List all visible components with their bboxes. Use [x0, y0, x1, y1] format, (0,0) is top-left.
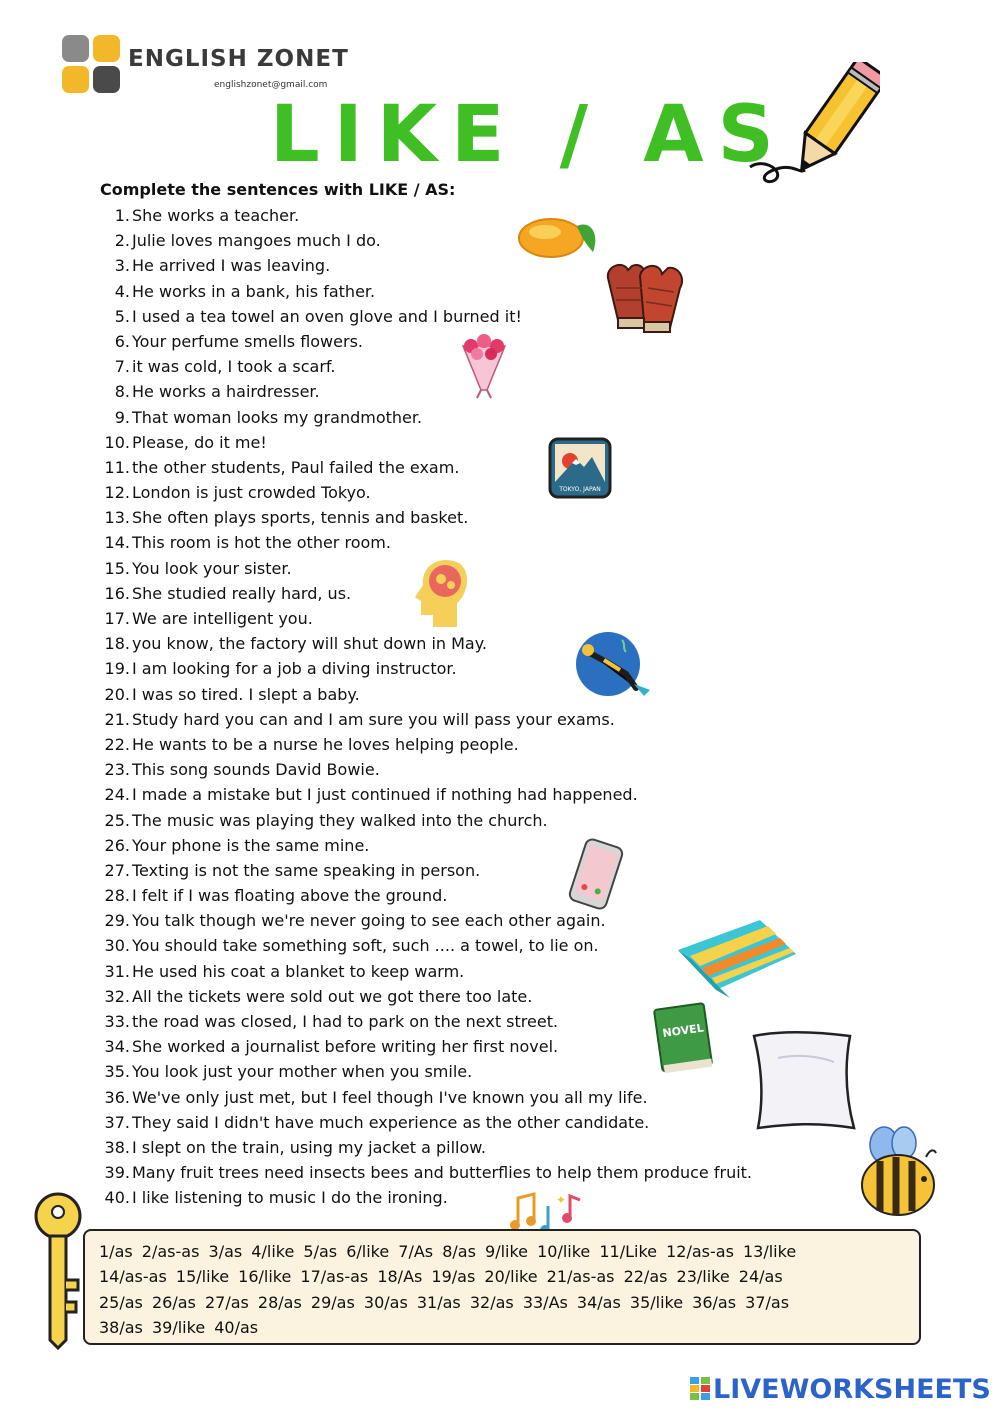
item-number: 4.	[114, 281, 130, 301]
list-item	[96, 808, 856, 833]
item-text: the other students, Paul failed the exam.	[132, 457, 460, 477]
logo-square	[93, 35, 120, 62]
list-item	[96, 631, 856, 656]
item-number: 8.	[114, 382, 130, 402]
item-text: This room is hot the other room.	[132, 533, 391, 553]
item-number: 29.	[104, 911, 130, 931]
footer-brand: LIVEWORKSHEETS	[713, 1374, 991, 1405]
tokyo-sticker-icon	[548, 437, 612, 499]
list-item	[96, 581, 856, 606]
novel-book-icon	[650, 1000, 720, 1074]
item-number: 22.	[104, 734, 130, 754]
list-item	[96, 682, 856, 707]
item-text: We've only just met, but I feel though I've known you all my life.	[132, 1087, 648, 1107]
answer-line: 1/as 2/as-as 3/as 4/like 5/as 6/like 7/As 8/as 9/like 10/like 11/Like 12/as-as 13/like	[99, 1242, 797, 1261]
item-text: You look your sister.	[132, 558, 292, 578]
item-number: 28.	[104, 886, 130, 906]
brand-email: englishzonet@gmail.com	[214, 80, 328, 90]
item-text: the road was closed, I had to park on the next street.	[132, 1012, 559, 1031]
item-text: She often plays sports, tennis and basket.	[132, 508, 469, 528]
pillow-icon	[748, 1028, 858, 1134]
item-text: The music was playing they walked into the church.	[132, 810, 548, 830]
item-number: 16.	[104, 583, 130, 603]
item-text: Please, do it me!	[132, 432, 267, 452]
item-text: I felt if I was floating above the ground.	[132, 886, 448, 906]
list-item	[96, 1085, 856, 1110]
item-number: 24.	[104, 785, 130, 805]
item-text: Julie loves mangoes much I do.	[132, 231, 381, 251]
answer-line: 25/as 26/as 27/as 28/as 29/as 30/as 31/as 32/as 33/As 34/as 35/like 36/as 37/as	[99, 1292, 790, 1312]
item-number: 17.	[104, 609, 130, 628]
oven-gloves-icon	[598, 258, 690, 344]
item-number: 25.	[104, 810, 130, 830]
list-item	[96, 430, 856, 455]
item-number: 34.	[104, 1037, 130, 1057]
list-item	[96, 1160, 856, 1185]
item-number: 21.	[104, 709, 130, 729]
answer-line: 38/as 39/like 40/as	[99, 1317, 259, 1337]
item-text: You talk though we're never going to see each other again.	[132, 911, 606, 931]
logo-square	[93, 66, 120, 93]
item-number: 9.	[114, 407, 130, 427]
book-cover-title: NOVEL	[661, 1021, 705, 1041]
list-item	[96, 455, 856, 480]
item-text: I am looking for a job a diving instructor.	[132, 659, 457, 679]
item-number: 10.	[104, 432, 130, 452]
item-number: 31.	[104, 961, 130, 981]
list-item	[96, 757, 856, 782]
item-number: 26.	[104, 835, 130, 855]
list-item	[96, 1034, 856, 1059]
list-item	[96, 203, 856, 228]
item-text: He works a hairdresser.	[132, 382, 320, 402]
item-number: 5.	[114, 306, 130, 326]
mango-icon	[515, 208, 600, 260]
pencil-icon	[745, 62, 880, 187]
item-number: 6.	[114, 331, 130, 351]
instructions: Complete the sentences with LIKE / AS:	[100, 180, 456, 199]
item-number: 19.	[104, 659, 130, 679]
item-number: 30.	[104, 936, 130, 956]
item-text: They said I didn't have much experience as the other candidate.	[132, 1112, 650, 1132]
answer-line: 14/as-as 15/like 16/like 17/as-as 18/As 19/as 20/like 21/as-as 22/as 23/like 24/as	[99, 1267, 783, 1287]
brand-name: ENGLISH ZONET	[128, 46, 349, 72]
item-number: 12.	[104, 483, 130, 503]
item-number: 13.	[104, 508, 130, 528]
item-text: He used his coat a blanket to keep warm.	[132, 961, 465, 981]
logo-square	[62, 66, 89, 93]
item-number: 14.	[104, 533, 130, 553]
logo-square	[62, 35, 89, 62]
item-text: He wants to be a nurse he loves helping people.	[132, 734, 519, 754]
bee-icon	[850, 1125, 942, 1220]
liveworksheets-logo	[690, 1374, 991, 1405]
item-text: Texting is not the same speaking in person.	[132, 860, 481, 880]
list-item	[96, 1110, 856, 1135]
list-item	[96, 782, 856, 807]
flower-bouquet-icon	[455, 332, 513, 400]
item-number: 18.	[104, 634, 130, 654]
item-text: I like listening to music I do the ironing.	[132, 1188, 448, 1208]
item-text: All the tickets were sold out we got there too late.	[132, 986, 533, 1006]
item-text: That woman looks my grandmother.	[132, 407, 423, 427]
list-item	[96, 530, 856, 555]
item-number: 7.	[114, 357, 130, 377]
item-number: 2.	[114, 231, 130, 251]
list-item	[96, 405, 856, 430]
item-number: 36.	[104, 1087, 130, 1107]
item-text: She studied really hard, us.	[132, 583, 352, 603]
item-number: 38.	[104, 1137, 130, 1157]
item-text: You should take something soft, such .... a towel, to lie on.	[132, 936, 599, 956]
brand-logo	[62, 35, 122, 95]
list-item	[96, 304, 856, 329]
item-text: London is just crowded Tokyo.	[132, 483, 371, 503]
item-text: We are intelligent you.	[132, 609, 313, 628]
list-item	[96, 883, 856, 908]
sticker-caption: TOKYO, JAPAN	[559, 486, 601, 493]
item-text: She worked a journalist before writing her first novel.	[132, 1037, 559, 1057]
item-number: 15.	[104, 558, 130, 578]
list-item	[96, 707, 856, 732]
item-text: Study hard you can and I am sure you will pass your exams.	[132, 709, 615, 729]
item-number: 11.	[104, 457, 130, 477]
list-item	[96, 228, 856, 253]
liveworksheets-badge-icon	[690, 1377, 710, 1401]
striped-towel-icon	[672, 914, 800, 998]
list-item	[96, 1009, 856, 1034]
item-number: 35.	[104, 1062, 130, 1082]
svg-text:✦: ✦	[556, 1193, 567, 1207]
list-item	[96, 480, 856, 505]
item-text: I slept on the train, using my jacket a pillow.	[132, 1137, 486, 1157]
list-item	[96, 279, 856, 304]
diver-icon	[574, 630, 656, 698]
item-text: He arrived I was leaving.	[132, 256, 331, 276]
item-text: You look just your mother when you smile.	[132, 1062, 473, 1082]
item-number: 20.	[104, 684, 130, 704]
item-text: She works a teacher.	[132, 206, 300, 225]
item-text: Your phone is the same mine.	[132, 835, 370, 855]
item-number: 1.	[114, 206, 130, 225]
item-text: Many fruit trees need insects bees and butterflies to help them produce fruit.	[132, 1163, 753, 1183]
item-number: 37.	[104, 1112, 130, 1132]
list-item	[96, 1135, 856, 1160]
list-item	[96, 858, 856, 883]
item-number: 33.	[104, 1012, 130, 1031]
list-item	[96, 656, 856, 681]
item-text: He works in a bank, his father.	[132, 281, 376, 301]
list-item	[96, 732, 856, 757]
brain-icon	[413, 553, 471, 628]
item-number: 32.	[104, 986, 130, 1006]
item-text: I was so tired. I slept a baby.	[132, 684, 360, 704]
item-text: This song sounds David Bowie.	[132, 760, 380, 780]
item-number: 23.	[104, 760, 130, 780]
page-title: LIKE / AS	[270, 90, 788, 180]
item-text: Your perfume smells flowers.	[132, 331, 363, 351]
list-item	[96, 606, 856, 631]
item-text: I used a tea towel an oven glove and I burned it!	[132, 306, 522, 326]
item-number: 27.	[104, 860, 130, 880]
item-number: 3.	[114, 256, 130, 276]
list-item	[96, 1059, 856, 1084]
item-number: 40.	[104, 1188, 130, 1208]
item-text: you know, the factory will shut down in May.	[132, 634, 488, 654]
list-item	[96, 833, 856, 858]
item-text: it was cold, I took a scarf.	[132, 357, 336, 377]
list-item	[96, 1185, 856, 1210]
item-number: 39.	[104, 1163, 130, 1183]
list-item	[96, 253, 856, 278]
smartphone-icon	[563, 838, 629, 910]
item-text: I made a mistake but I just continued if nothing had happened.	[132, 785, 638, 805]
answer-key-box	[83, 1229, 921, 1345]
list-item	[96, 556, 856, 581]
list-item	[96, 505, 856, 530]
